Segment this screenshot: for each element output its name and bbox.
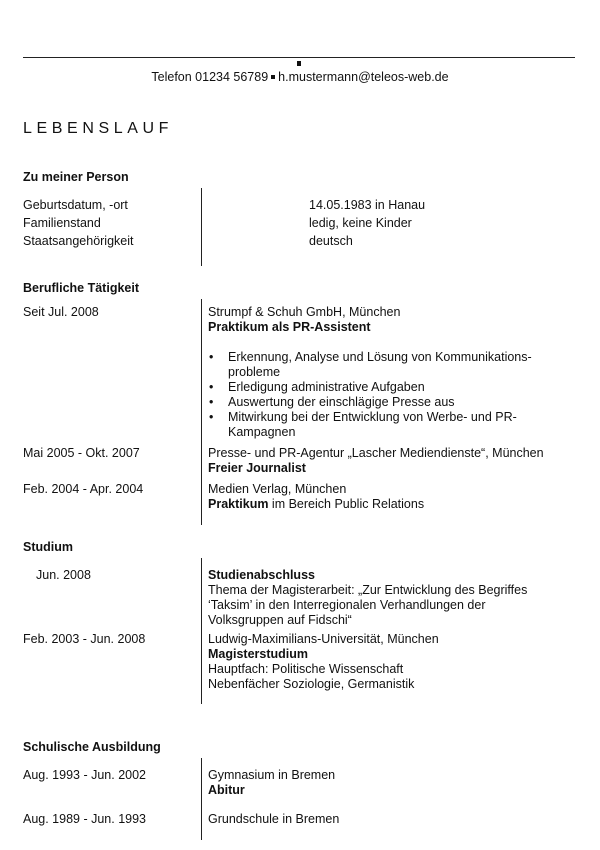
career-entry-2 bbox=[208, 446, 568, 476]
studies-thesis-line-1: Thema der Magisterarbeit: „Zur Entwicklung des Begriffes bbox=[208, 583, 528, 597]
person-value-status: ledig, keine Kinder bbox=[309, 216, 412, 230]
person-value-birth: 14.05.1983 in Hanau bbox=[309, 198, 426, 212]
studies-period-1: Jun. 2008 bbox=[36, 568, 91, 582]
studies-period-2: Feb. 2003 - Jun. 2008 bbox=[23, 632, 146, 646]
contact-email[interactable]: h.mustermann@teleos-web.de bbox=[278, 70, 449, 84]
person-label-status: Familienstand bbox=[23, 216, 101, 230]
list-item: • Auswertung der einschlägige Presse aus bbox=[209, 395, 455, 409]
studies-entry-1 bbox=[208, 568, 568, 628]
studies-thesis-line-3: Volksgruppen auf Fidschi“ bbox=[208, 613, 352, 627]
school-entry-2 bbox=[208, 812, 568, 827]
studies-entry-2 bbox=[208, 632, 568, 692]
contact-phone: Telefon 01234 56789 bbox=[151, 70, 269, 84]
person-value-nationality: deutsch bbox=[309, 234, 353, 248]
section-heading-career: Berufliche Tätigkeit bbox=[23, 281, 139, 295]
person-label-birth: Geburtsdatum, -ort bbox=[23, 198, 128, 212]
studies-degree-2: Magisterstudium bbox=[208, 647, 309, 661]
career-employer-3: Medien Verlag, München bbox=[208, 482, 347, 496]
bullet-icon: • bbox=[209, 410, 214, 424]
studies-thesis-line-2: ‘Taksim’ in den Interregionalen Verhandlungen der bbox=[208, 598, 486, 612]
section-heading-school: Schulische Ausbildung bbox=[23, 740, 161, 754]
school-period-1: Aug. 1993 - Jun. 2002 bbox=[23, 768, 147, 782]
section-divider-person bbox=[201, 188, 202, 266]
career-period-3: Feb. 2004 - Apr. 2004 bbox=[23, 482, 144, 496]
school-entry-1 bbox=[208, 768, 568, 798]
career-role-2: Freier Journalist bbox=[208, 461, 306, 475]
section-divider-studies bbox=[201, 558, 202, 704]
document-title: LEBENSLAUF bbox=[23, 120, 174, 137]
career-employer-1: Strumpf & Schuh GmbH, München bbox=[208, 305, 401, 319]
career-period-1: Seit Jul. 2008 bbox=[23, 305, 99, 319]
school-name-1: Gymnasium in Bremen bbox=[208, 768, 336, 782]
career-role-1: Praktikum als PR-Assistent bbox=[208, 320, 371, 334]
list-item: Kampagnen bbox=[228, 425, 296, 439]
header-divider bbox=[23, 57, 575, 58]
bullet-icon: • bbox=[209, 350, 214, 364]
studies-minor: Nebenfächer Soziologie, Germanistik bbox=[208, 677, 415, 691]
career-tasks-list bbox=[208, 350, 568, 440]
career-entry-3 bbox=[208, 482, 568, 512]
contact-line bbox=[0, 70, 600, 84]
school-degree-1: Abitur bbox=[208, 783, 245, 797]
school-period-2: Aug. 1989 - Jun. 1993 bbox=[23, 812, 147, 826]
bullet-separator-icon bbox=[271, 75, 275, 79]
list-item: probleme bbox=[228, 365, 281, 379]
section-heading-person: Zu meiner Person bbox=[23, 170, 129, 184]
section-divider-school bbox=[201, 758, 202, 840]
section-heading-studies: Studium bbox=[23, 540, 73, 554]
list-item: • Erledigung administrative Aufgaben bbox=[209, 380, 425, 394]
school-name-2: Grundschule in Bremen bbox=[208, 812, 340, 826]
career-role-3: Praktikum im Bereich Public Relations bbox=[208, 497, 425, 511]
career-period-2: Mai 2005 - Okt. 2007 bbox=[23, 446, 140, 460]
list-item: • Mitwirkung bei der Entwicklung von Werbe- und PR- bbox=[209, 410, 517, 424]
list-item: • Erkennung, Analyse und Lösung von Kommunikations- bbox=[209, 350, 532, 364]
bullet-icon: • bbox=[209, 395, 214, 409]
header-square-mark bbox=[297, 61, 301, 66]
studies-university: Ludwig-Maximilians-Universität, München bbox=[208, 632, 439, 646]
studies-major: Hauptfach: Politische Wissenschaft bbox=[208, 662, 404, 676]
section-divider-career bbox=[201, 299, 202, 525]
career-employer-2: Presse- und PR-Agentur „Lascher Mediendienste“, München bbox=[208, 446, 544, 460]
studies-degree-1: Studienabschluss bbox=[208, 568, 315, 582]
bullet-icon: • bbox=[209, 380, 214, 394]
person-label-nationality: Staatsangehörigkeit bbox=[23, 234, 134, 248]
career-entry-1 bbox=[208, 305, 568, 335]
